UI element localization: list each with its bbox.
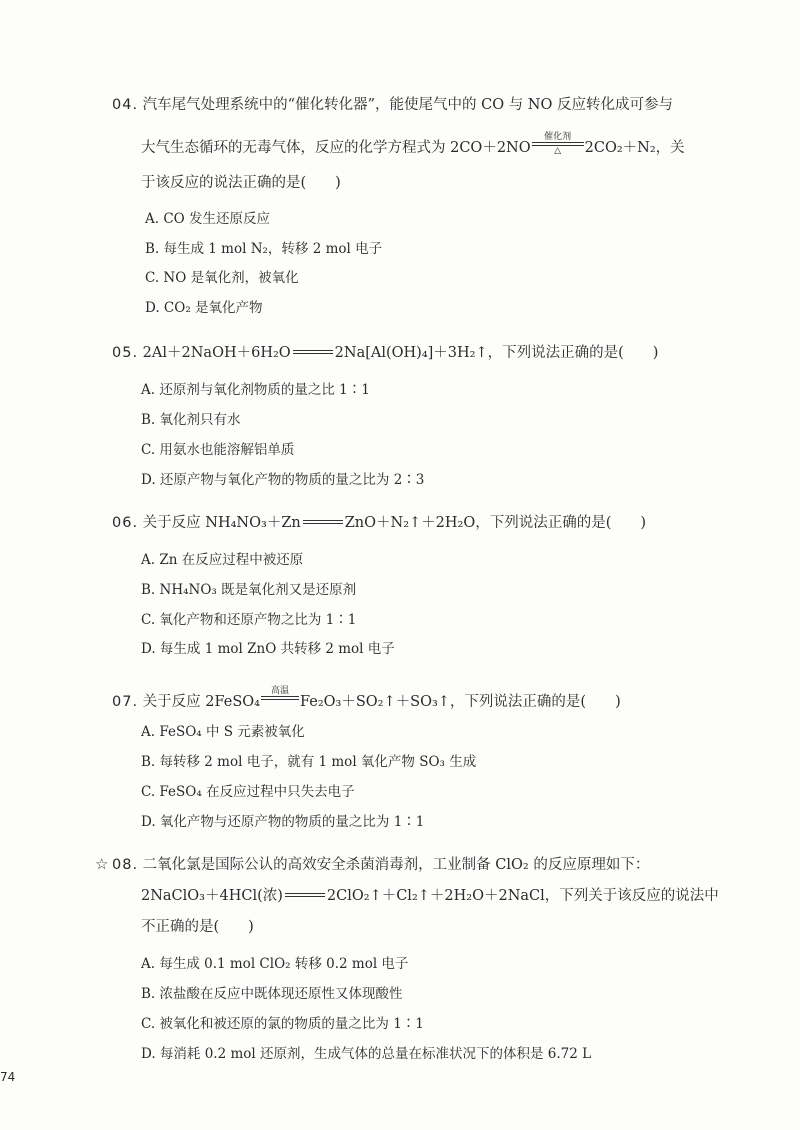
question-text: ZnO＋N₂↑＋2H₂O，下列说法正确的是( ): [344, 515, 647, 531]
question-number: 07.: [112, 694, 139, 710]
question-text: 2NaClO₃＋4HCl(浓): [141, 888, 283, 904]
question-text: 2CO₂＋N₂，关: [584, 140, 685, 156]
question-text: 关于反应 2FeSO₄: [142, 694, 260, 710]
option-d[interactable]: D. 每消耗 0.2 mol 还原剂，生成气体的总量在标准状况下的体积是 6.72 L: [141, 1046, 592, 1062]
option-c[interactable]: C. FeSO₄ 在反应过程中只失去电子: [141, 784, 355, 800]
question-number: 06.: [112, 515, 139, 531]
option-d[interactable]: D. 氧化产物与还原产物的物质的量之比为 1∶1: [141, 814, 425, 830]
question-number: 05.: [112, 345, 139, 361]
option-d[interactable]: D. 还原产物与氧化产物的物质的量之比为 2∶3: [141, 472, 425, 488]
option-c[interactable]: C. 被氧化和被还原的氯的物质的量之比为 1∶1: [141, 1016, 424, 1032]
option-d[interactable]: D. 每生成 1 mol ZnO 共转移 2 mol 电子: [141, 641, 395, 657]
option-a[interactable]: A. Zn 在反应过程中被还原: [141, 552, 304, 568]
option-a[interactable]: A. 每生成 0.1 mol ClO₂ 转移 0.2 mol 电子: [141, 956, 409, 972]
option-c[interactable]: C. NO 是氧化剂，被氧化: [145, 270, 299, 286]
option-a[interactable]: A. FeSO₄ 中 S 元素被氧化: [141, 724, 305, 740]
option-b[interactable]: B. 氧化剂只有水: [141, 412, 241, 428]
page-number: 74: [0, 1070, 16, 1084]
option-b[interactable]: B. 每生成 1 mol N₂，转移 2 mol 电子: [145, 241, 383, 257]
option-d[interactable]: D. CO₂ 是氧化产物: [145, 300, 263, 316]
question-number: 08.: [112, 857, 139, 873]
question-number: 04.: [112, 97, 139, 113]
equals-sign: [293, 350, 333, 354]
star-icon: ☆: [95, 855, 109, 873]
option-c[interactable]: C. 氧化产物和还原产物之比为 1∶1: [141, 612, 357, 628]
question-text: 二氧化氯是国际公认的高效安全杀菌消毒剂，工业制备 ClO₂ 的反应原理如下：: [142, 857, 650, 873]
option-c[interactable]: C. 用氨水也能溶解铝单质: [141, 442, 295, 458]
option-b[interactable]: B. 每转移 2 mol 电子，就有 1 mol 氧化产物 SO₃ 生成: [141, 754, 477, 770]
question-text: 2ClO₂↑＋Cl₂↑＋2H₂O＋2NaCl，下列关于该反应的说法中: [326, 888, 719, 904]
option-a[interactable]: A. 还原剂与氧化剂物质的量之比 1∶1: [141, 382, 370, 398]
question-text: 不正确的是( ): [141, 919, 254, 935]
question-text: 关于反应 NH₄NO₃＋Zn: [142, 515, 301, 531]
reaction-condition: 催化剂 △: [532, 132, 584, 156]
question-text: 2Al＋2NaOH＋6H₂O: [142, 345, 291, 361]
question-text: 大气生态循环的无毒气体，反应的化学方程式为 2CO＋2NO: [141, 140, 531, 156]
question-text: 于该反应的说法正确的是( ): [141, 175, 341, 191]
equals-sign: [303, 520, 343, 524]
option-b[interactable]: B. 浓盐酸在反应中既体现还原性又体现酸性: [141, 986, 403, 1002]
question-text: 汽车尾气处理系统中的“催化转化器”，能使尾气中的 CO 与 NO 反应转化成可参与: [142, 97, 673, 113]
option-b[interactable]: B. NH₄NO₃ 既是氧化剂又是还原剂: [141, 582, 357, 598]
question-text: 2Na[Al(OH)₄]＋3H₂↑，下列说法正确的是( ): [334, 345, 659, 361]
reaction-condition: 高温: [261, 686, 299, 710]
equals-sign: [285, 893, 325, 897]
question-text: Fe₂O₃＋SO₂↑＋SO₃↑，下列说法正确的是( ): [300, 694, 621, 710]
option-a[interactable]: A. CO 发生还原反应: [145, 211, 271, 227]
